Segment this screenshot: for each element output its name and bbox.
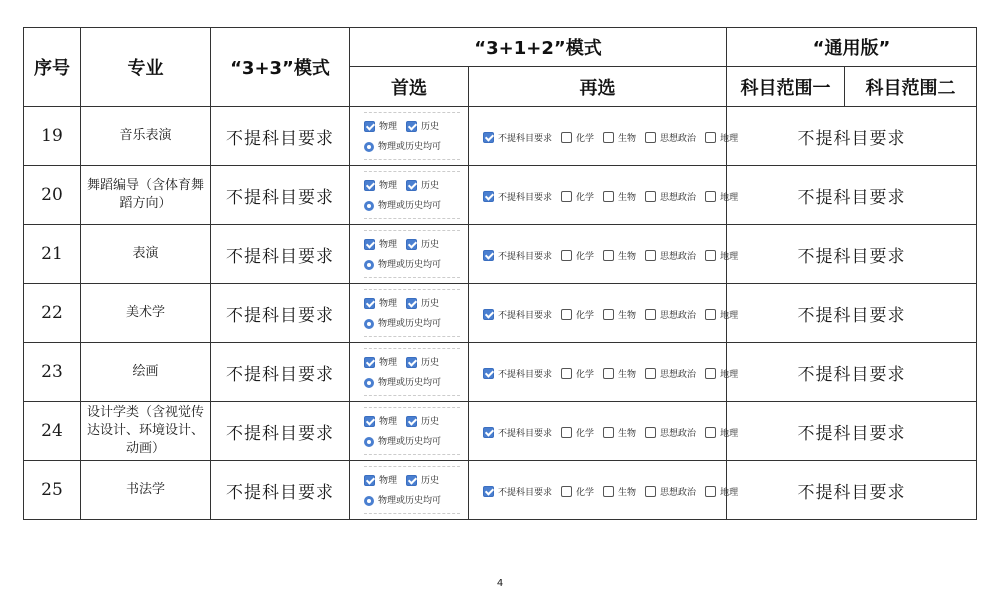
checkbox-empty-icon[interactable]	[645, 309, 656, 320]
first-choice-options	[364, 230, 460, 278]
first-choice-either	[364, 254, 460, 274]
header-first-choice: 首选	[350, 67, 469, 107]
checkbox-empty-icon[interactable]	[603, 250, 614, 261]
checkbox-checked-icon[interactable]	[406, 357, 417, 368]
checkbox-empty-icon[interactable]	[561, 427, 572, 438]
mode-3-3-requirement: 不提科目要求	[211, 166, 350, 225]
checkbox-empty-icon[interactable]	[561, 250, 572, 261]
checkbox-empty-icon[interactable]	[603, 191, 614, 202]
first-choice-subjects	[364, 234, 460, 254]
option-no-requirement: 不提科目要求	[498, 251, 553, 262]
major-name: 绘画	[81, 343, 211, 402]
checkbox-checked-icon[interactable]	[406, 475, 417, 486]
option-either: 物理或历史均可	[378, 377, 442, 388]
first-choice-either	[364, 372, 460, 392]
checkbox-checked-icon[interactable]	[364, 298, 375, 309]
option-no-requirement: 不提科目要求	[498, 192, 553, 203]
checkbox-checked-icon[interactable]	[364, 180, 375, 191]
first-choice-cell	[350, 225, 469, 284]
option-biology: 生物	[618, 369, 637, 380]
table-row	[24, 461, 977, 520]
checkbox-empty-icon[interactable]	[645, 427, 656, 438]
option-no-requirement: 不提科目要求	[498, 487, 553, 498]
row-number: 21	[24, 225, 81, 284]
option-politics: 思想政治	[660, 310, 697, 321]
checkbox-checked-icon[interactable]	[364, 475, 375, 486]
option-chemistry: 化学	[576, 428, 595, 439]
first-choice-either	[364, 490, 460, 510]
option-chemistry: 化学	[576, 369, 595, 380]
first-choice-subjects	[364, 116, 460, 136]
first-choice-options	[364, 466, 460, 514]
option-biology: 生物	[618, 310, 637, 321]
option-either: 物理或历史均可	[378, 200, 442, 211]
mode-3-3-requirement: 不提科目要求	[211, 402, 350, 461]
checkbox-empty-icon[interactable]	[705, 486, 716, 497]
major-name: 音乐表演	[81, 107, 211, 166]
row-number: 23	[24, 343, 81, 402]
table-row	[24, 166, 977, 225]
radio-selected-icon[interactable]	[364, 319, 374, 329]
option-geography: 地理	[720, 369, 739, 380]
row-number: 20	[24, 166, 81, 225]
option-physics: 物理	[379, 239, 398, 250]
option-chemistry: 化学	[576, 310, 595, 321]
second-choice-cell	[469, 166, 739, 225]
checkbox-empty-icon[interactable]	[645, 486, 656, 497]
option-history: 历史	[421, 298, 440, 309]
checkbox-checked-icon[interactable]	[483, 132, 494, 143]
second-choice-cell	[469, 461, 739, 520]
option-either: 物理或历史均可	[378, 259, 442, 270]
second-choice-cell	[469, 284, 739, 343]
option-either: 物理或历史均可	[378, 318, 442, 329]
checkbox-checked-icon[interactable]	[406, 239, 417, 250]
option-biology: 生物	[618, 487, 637, 498]
first-choice-options	[364, 289, 460, 337]
header-mode-3-3: “3+3”模式	[211, 28, 350, 107]
radio-selected-icon[interactable]	[364, 437, 374, 447]
first-choice-cell	[350, 461, 469, 520]
checkbox-empty-icon[interactable]	[705, 191, 716, 202]
option-history: 历史	[421, 239, 440, 250]
checkbox-checked-icon[interactable]	[483, 486, 494, 497]
general-requirement: 不提科目要求	[727, 461, 977, 520]
first-choice-cell	[350, 107, 469, 166]
option-geography: 地理	[720, 487, 739, 498]
option-history: 历史	[421, 121, 440, 132]
option-physics: 物理	[379, 416, 398, 427]
checkbox-checked-icon[interactable]	[406, 298, 417, 309]
radio-selected-icon[interactable]	[364, 260, 374, 270]
option-physics: 物理	[379, 298, 398, 309]
option-history: 历史	[421, 475, 440, 486]
checkbox-empty-icon[interactable]	[705, 427, 716, 438]
option-either: 物理或历史均可	[378, 141, 442, 152]
checkbox-checked-icon[interactable]	[483, 427, 494, 438]
first-choice-either	[364, 136, 460, 156]
option-history: 历史	[421, 357, 440, 368]
checkbox-checked-icon[interactable]	[483, 250, 494, 261]
option-geography: 地理	[720, 310, 739, 321]
checkbox-empty-icon[interactable]	[603, 368, 614, 379]
option-geography: 地理	[720, 192, 739, 203]
checkbox-empty-icon[interactable]	[705, 368, 716, 379]
option-geography: 地理	[720, 251, 739, 262]
radio-selected-icon[interactable]	[364, 201, 374, 211]
first-choice-cell	[350, 166, 469, 225]
first-choice-cell	[350, 284, 469, 343]
first-choice-cell	[350, 402, 469, 461]
checkbox-empty-icon[interactable]	[603, 486, 614, 497]
general-requirement: 不提科目要求	[727, 402, 977, 461]
option-physics: 物理	[379, 180, 398, 191]
option-politics: 思想政治	[660, 192, 697, 203]
general-requirement: 不提科目要求	[727, 284, 977, 343]
first-choice-subjects	[364, 175, 460, 195]
option-no-requirement: 不提科目要求	[498, 133, 553, 144]
option-either: 物理或历史均可	[378, 495, 442, 506]
mode-3-3-requirement: 不提科目要求	[211, 343, 350, 402]
option-politics: 思想政治	[660, 428, 697, 439]
checkbox-empty-icon[interactable]	[561, 368, 572, 379]
header-general: “通用版”	[727, 28, 977, 67]
option-chemistry: 化学	[576, 133, 595, 144]
table-row	[24, 402, 977, 461]
first-choice-subjects	[364, 470, 460, 490]
option-no-requirement: 不提科目要求	[498, 310, 553, 321]
second-choice-cell	[469, 402, 739, 461]
first-choice-options	[364, 112, 460, 160]
option-biology: 生物	[618, 251, 637, 262]
option-physics: 物理	[379, 357, 398, 368]
option-physics: 物理	[379, 475, 398, 486]
row-number: 19	[24, 107, 81, 166]
subject-requirements-table	[23, 27, 977, 520]
first-choice-subjects	[364, 293, 460, 313]
option-history: 历史	[421, 180, 440, 191]
header-range-one: 科目范围一	[727, 67, 845, 107]
major-name: 书法学	[81, 461, 211, 520]
checkbox-empty-icon[interactable]	[603, 132, 614, 143]
general-requirement: 不提科目要求	[727, 107, 977, 166]
option-chemistry: 化学	[576, 487, 595, 498]
first-choice-subjects	[364, 352, 460, 372]
major-name: 美术学	[81, 284, 211, 343]
first-choice-subjects	[364, 411, 460, 431]
checkbox-empty-icon[interactable]	[705, 309, 716, 320]
option-geography: 地理	[720, 133, 739, 144]
checkbox-checked-icon[interactable]	[364, 239, 375, 250]
checkbox-checked-icon[interactable]	[406, 416, 417, 427]
table-body	[24, 107, 977, 520]
first-choice-either	[364, 431, 460, 451]
mode-3-3-requirement: 不提科目要求	[211, 107, 350, 166]
mode-3-3-requirement: 不提科目要求	[211, 461, 350, 520]
checkbox-empty-icon[interactable]	[603, 309, 614, 320]
checkbox-empty-icon[interactable]	[561, 486, 572, 497]
checkbox-empty-icon[interactable]	[561, 191, 572, 202]
checkbox-checked-icon[interactable]	[483, 191, 494, 202]
option-biology: 生物	[618, 133, 637, 144]
option-history: 历史	[421, 416, 440, 427]
row-number: 24	[24, 402, 81, 461]
option-no-requirement: 不提科目要求	[498, 369, 553, 380]
table-row	[24, 107, 977, 166]
first-choice-options	[364, 171, 460, 219]
checkbox-empty-icon[interactable]	[603, 427, 614, 438]
option-chemistry: 化学	[576, 251, 595, 262]
table-row	[24, 284, 977, 343]
header-seq: 序号	[24, 28, 81, 107]
major-name: 设计学类（含视觉传达设计、环境设计、动画）	[81, 402, 211, 461]
option-physics: 物理	[379, 121, 398, 132]
first-choice-either	[364, 195, 460, 215]
option-no-requirement: 不提科目要求	[498, 428, 553, 439]
second-choice-cell	[469, 107, 739, 166]
option-politics: 思想政治	[660, 487, 697, 498]
table-row	[24, 343, 977, 402]
checkbox-empty-icon[interactable]	[561, 309, 572, 320]
first-choice-options	[364, 407, 460, 455]
checkbox-empty-icon[interactable]	[645, 368, 656, 379]
major-name: 表演	[81, 225, 211, 284]
option-politics: 思想政治	[660, 251, 697, 262]
checkbox-empty-icon[interactable]	[705, 250, 716, 261]
checkbox-empty-icon[interactable]	[705, 132, 716, 143]
header-major: 专业	[81, 28, 211, 107]
checkbox-checked-icon[interactable]	[364, 416, 375, 427]
checkbox-checked-icon[interactable]	[364, 357, 375, 368]
row-number: 25	[24, 461, 81, 520]
general-requirement: 不提科目要求	[727, 225, 977, 284]
radio-selected-icon[interactable]	[364, 496, 374, 506]
mode-3-3-requirement: 不提科目要求	[211, 284, 350, 343]
major-name: 舞蹈编导（含体育舞蹈方向）	[81, 166, 211, 225]
header-range-two: 科目范围二	[845, 67, 977, 107]
row-number: 22	[24, 284, 81, 343]
option-politics: 思想政治	[660, 133, 697, 144]
checkbox-empty-icon[interactable]	[645, 191, 656, 202]
second-choice-cell	[469, 343, 739, 402]
table-row	[24, 225, 977, 284]
option-politics: 思想政治	[660, 369, 697, 380]
page-number: 4	[496, 578, 504, 589]
checkbox-checked-icon[interactable]	[483, 368, 494, 379]
option-chemistry: 化学	[576, 192, 595, 203]
option-geography: 地理	[720, 428, 739, 439]
checkbox-checked-icon[interactable]	[406, 180, 417, 191]
option-biology: 生物	[618, 192, 637, 203]
first-choice-either	[364, 313, 460, 333]
checkbox-empty-icon[interactable]	[645, 250, 656, 261]
mode-3-3-requirement: 不提科目要求	[211, 225, 350, 284]
general-requirement: 不提科目要求	[727, 343, 977, 402]
checkbox-checked-icon[interactable]	[364, 121, 375, 132]
checkbox-checked-icon[interactable]	[483, 309, 494, 320]
option-biology: 生物	[618, 428, 637, 439]
checkbox-empty-icon[interactable]	[645, 132, 656, 143]
second-choice-cell	[469, 225, 739, 284]
radio-selected-icon[interactable]	[364, 142, 374, 152]
general-requirement: 不提科目要求	[727, 166, 977, 225]
checkbox-empty-icon[interactable]	[561, 132, 572, 143]
first-choice-cell	[350, 343, 469, 402]
option-either: 物理或历史均可	[378, 436, 442, 447]
first-choice-options	[364, 348, 460, 396]
header-second-choice: 再选	[469, 67, 727, 107]
radio-selected-icon[interactable]	[364, 378, 374, 388]
checkbox-checked-icon[interactable]	[406, 121, 417, 132]
header-mode-3-1-2: “3+1+2”模式	[350, 28, 727, 67]
